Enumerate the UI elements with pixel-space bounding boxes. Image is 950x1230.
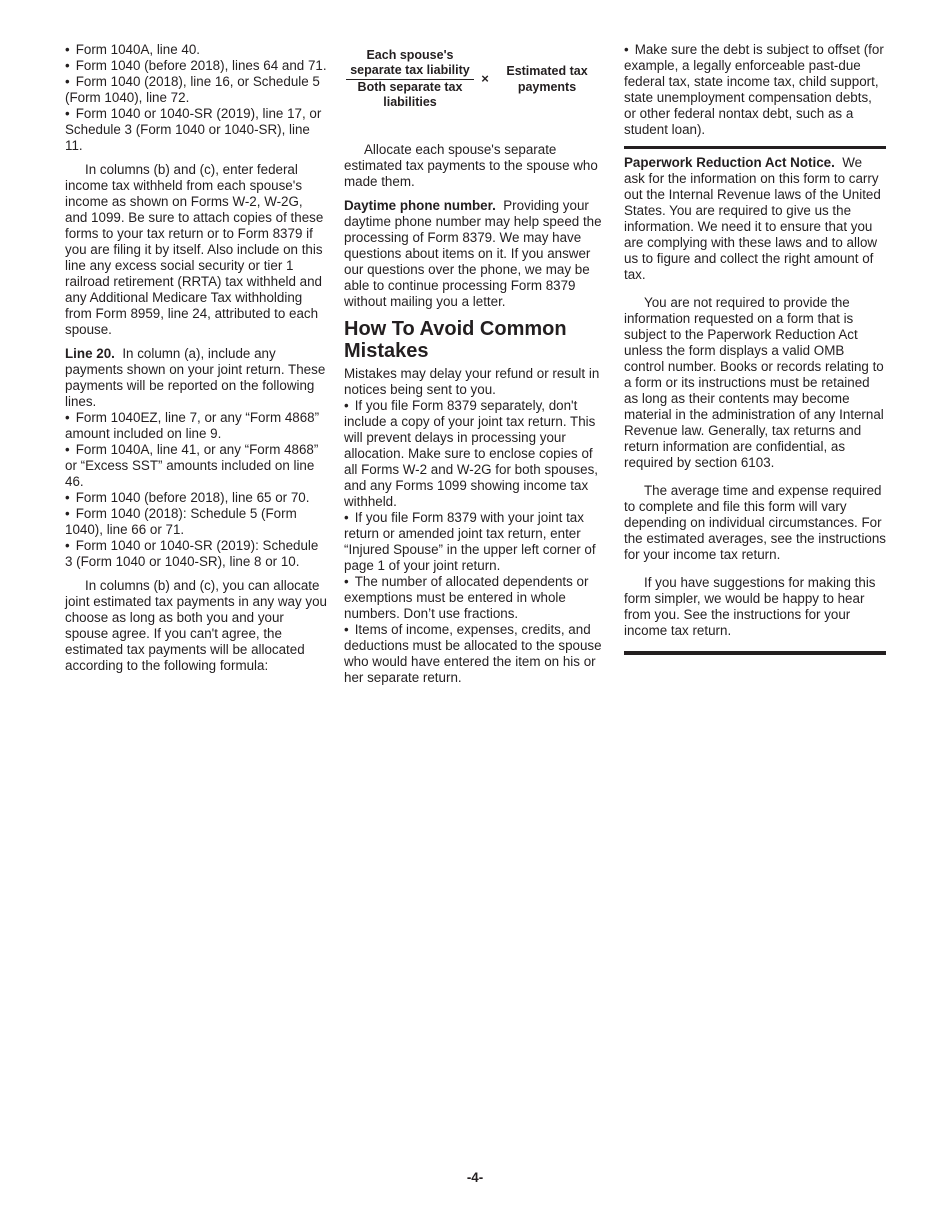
formula-fraction bbox=[344, 48, 476, 110]
list-item: • If you file Form 8379 with your joint tax return or amended joint tax return, enter “Injured Spouse” in the upper left corner of page 1 of your joint return. bbox=[344, 510, 608, 574]
not-required-paragraph: You are not required to provide the information requested on a form that is subject to the Paperwork Reduction Act unless the form displays a valid OMB control number. Books or records relating to a form or its instructions must be retained as long as their contents may become material in the administration of any Internal Revenue law. Generally, tax returns and return information are confidential, as required by section 6103. bbox=[624, 295, 884, 470]
phone-paragraph bbox=[344, 198, 608, 310]
formula-multiplier: Estimated tax payments bbox=[506, 64, 588, 94]
phone-heading: Daytime phone number. bbox=[344, 198, 496, 213]
time-paragraph: The average time and expense required to complete and file this form will vary depending on individual circumstances. For the estimated averages, see the instructions for your income tax return. bbox=[624, 483, 887, 562]
list-item: • The number of allocated dependents or exemptions must be entered in whole numbers. Don’t use fractions. bbox=[344, 574, 608, 622]
multiply-sign: × bbox=[481, 71, 489, 86]
list-item: • Form 1040 (before 2018), lines 64 and 71. bbox=[65, 58, 327, 74]
column-middle bbox=[344, 42, 608, 686]
list-item: • Form 1040EZ, line 7, or any “Form 4868” amount included on line 9. bbox=[65, 410, 327, 442]
list-item: • Items of income, expenses, credits, and deductions must be allocated to the spouse who would have entered the item on his or her separate return. bbox=[344, 622, 608, 686]
column-left bbox=[65, 42, 327, 682]
mistakes-intro: Mistakes may delay your refund or result in notices being sent to you. bbox=[344, 366, 600, 397]
line20-paragraph bbox=[65, 346, 327, 410]
column-right bbox=[624, 42, 886, 655]
end-divider bbox=[624, 651, 886, 655]
allocation-formula bbox=[344, 48, 608, 110]
phone-text: Providing your daytime phone number may help speed the processing of Form 8379. We may have questions about items on it. If you answer our questions over the phone, we may be able to continue processing Form 8379 without mailing you a letter. bbox=[344, 198, 602, 309]
allocate-joint-paragraph: In columns (b) and (c), you can allocate joint estimated tax payments in any way you choose as long as both you and your spouse agree. If you can't agree, the estimated tax payments will be allocated according to the following formula: bbox=[65, 578, 327, 673]
list-item: • Form 1040 (before 2018), line 65 or 70. bbox=[65, 490, 327, 506]
line20-heading: Line 20. bbox=[65, 346, 115, 361]
list-item: • Make sure the debt is subject to offset (for example, a legally enforceable past-due federal tax, state income tax, child support, state unemployment compensation debts, or other federal nontax debt, such as a student loan). bbox=[624, 42, 886, 138]
list-item: • Form 1040 (2018), line 16, or Schedule 5 (Form 1040), line 72. bbox=[65, 74, 327, 106]
paperwork-text: We ask for the information on this form to carry out the Internal Revenue laws of the United States. You are required to give us the information. We need it to ensure that you are complying with these laws and to allow us to figure and collect the right amount of tax. bbox=[624, 155, 881, 282]
payments-lines-list bbox=[65, 42, 327, 154]
list-item: • Form 1040A, line 41, or any “Form 4868” or “Excess SST” amounts included on line 46. bbox=[65, 442, 327, 490]
mistakes-list bbox=[344, 398, 608, 686]
formula-numerator: Each spouse's separate tax liability bbox=[346, 48, 474, 80]
paperwork-heading: Paperwork Reduction Act Notice. bbox=[624, 155, 835, 170]
mistakes-heading: How To Avoid Common Mistakes bbox=[344, 318, 567, 362]
section-divider bbox=[624, 146, 886, 149]
list-item: • Form 1040 (2018): Schedule 5 (Form 1040), line 66 or 71. bbox=[65, 506, 327, 538]
list-item: • If you file Form 8379 separately, don't include a copy of your joint tax return. This will prevent delays in processing your allocation. Make sure to enclose copies of all Forms W-2 and W-2G for both spouses, and any Forms 1099 showing income tax withheld. bbox=[344, 398, 608, 510]
list-item: • Form 1040 or 1040-SR (2019): Schedule 3 (Form 1040 or 1040-SR), line 8 or 10. bbox=[65, 538, 327, 570]
withheld-paragraph: In columns (b) and (c), enter federal income tax withheld from each spouse's income as shown on Forms W-2, W-2G, and 1099. Be sure to attach copies of these forms to your tax return or to Form 8379 if you are filing it by itself. Also include on this line any excess social security or tier 1 railroad retirement (RRTA) tax withheld and any Additional Medicare Tax withholding from Form 8959, line 24, attributed to each spouse. bbox=[65, 162, 324, 337]
paperwork-paragraph bbox=[624, 155, 886, 283]
page-number: -4- bbox=[466, 1170, 484, 1185]
list-item: • Form 1040 or 1040-SR (2019), line 17, or Schedule 3 (Form 1040 or 1040-SR), line 11. bbox=[65, 106, 327, 154]
list-item: • Form 1040A, line 40. bbox=[65, 42, 327, 58]
joint-payments-lines-list bbox=[65, 410, 327, 570]
formula-denominator: Both separate tax liabilities bbox=[357, 80, 463, 109]
line20-text: In column (a), include any payments shown on your joint return. These payments will be reported on the following lines. bbox=[65, 346, 326, 409]
suggestions-paragraph: If you have suggestions for making this form simpler, we would be happy to hear from you. See the instructions for your income tax return. bbox=[624, 575, 876, 638]
allocate-each-paragraph: Allocate each spouse's separate estimated tax payments to the spouse who made them. bbox=[344, 142, 598, 189]
